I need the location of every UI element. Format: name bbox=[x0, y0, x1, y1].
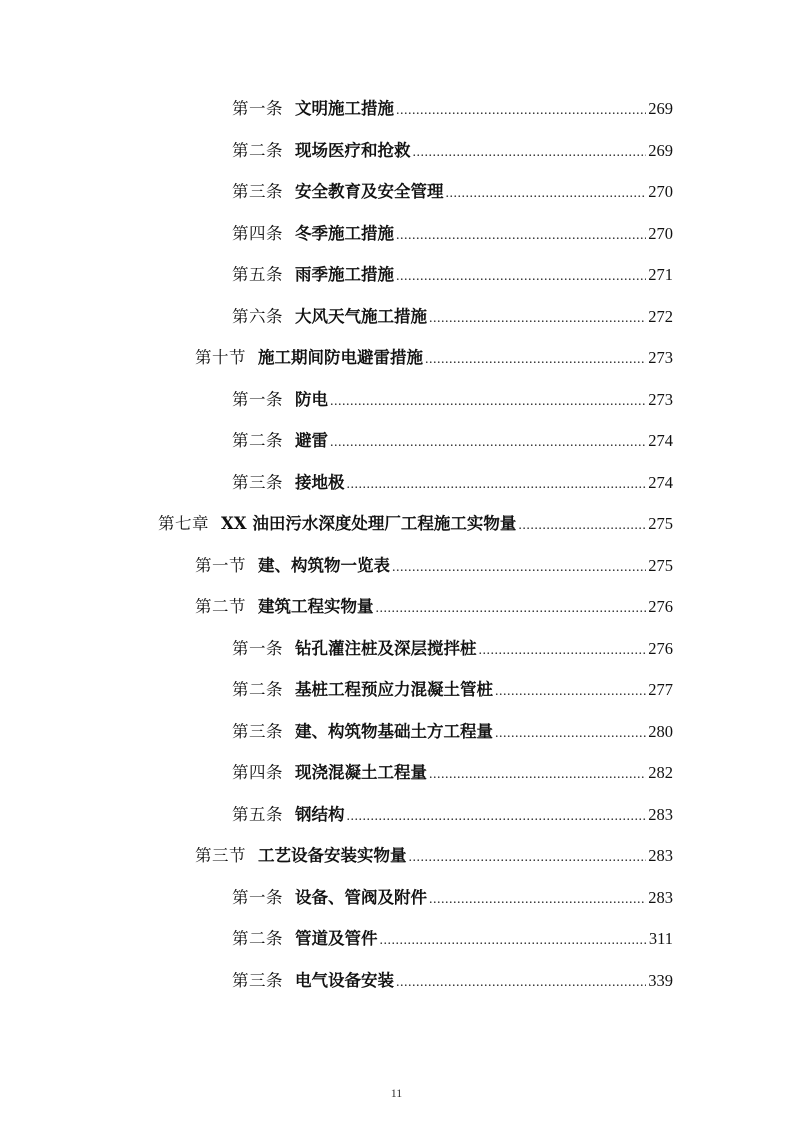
toc-entry-page: 339 bbox=[648, 970, 673, 990]
toc-entry-title: 电气设备安装 bbox=[295, 970, 394, 990]
dot-leader bbox=[376, 596, 647, 622]
toc-entry-title: 文明施工措施 bbox=[295, 99, 394, 118]
toc-entry-title: 建、构筑物一览表 bbox=[258, 555, 390, 575]
dot-leader bbox=[347, 472, 647, 498]
toc-entry-page: 274 bbox=[648, 431, 673, 450]
dot-leader bbox=[392, 555, 646, 581]
toc-entry[interactable] bbox=[232, 760, 673, 786]
toc-entry-title: 现场医疗和抢救 bbox=[295, 140, 411, 160]
toc-entry-number: 第二条 bbox=[232, 431, 283, 450]
toc-entry-number: 第五条 bbox=[232, 265, 283, 284]
toc-entry-page: 277 bbox=[648, 680, 673, 699]
toc-entry[interactable] bbox=[232, 885, 673, 911]
toc-entry-title: 建、构筑物基础土方工程量 bbox=[295, 721, 493, 741]
toc-entry-page: 269 bbox=[648, 99, 673, 118]
toc-entry-number: 第一条 bbox=[232, 638, 283, 658]
toc-entry-number: 第三条 bbox=[232, 721, 283, 741]
dot-leader bbox=[396, 264, 646, 290]
toc-entry-title: 接地极 bbox=[295, 472, 345, 492]
toc-entry-page: 273 bbox=[648, 348, 673, 367]
toc-entry[interactable] bbox=[195, 345, 673, 371]
toc-entry[interactable] bbox=[195, 594, 673, 620]
page-number: 11 bbox=[390, 1086, 403, 1100]
toc-entry[interactable] bbox=[232, 428, 673, 454]
toc-entry-number: 第一条 bbox=[232, 389, 283, 409]
toc-entry-title: 防电 bbox=[295, 389, 328, 409]
toc-entry-title: 大风天气施工措施 bbox=[295, 306, 427, 326]
toc-entry-title: 设备、管阀及附件 bbox=[295, 887, 427, 907]
toc-entry[interactable] bbox=[232, 470, 673, 496]
toc-entry-page: 276 bbox=[648, 638, 673, 658]
toc-entry-page: 283 bbox=[648, 887, 673, 907]
dot-leader bbox=[429, 762, 646, 788]
toc-entry-page: 274 bbox=[648, 472, 673, 492]
toc-entry-title: 雨季施工措施 bbox=[295, 265, 394, 284]
toc-entry-page: 275 bbox=[648, 514, 673, 533]
toc-entry-title: 避雷 bbox=[295, 431, 328, 450]
toc-entry-number: 第四条 bbox=[232, 223, 283, 243]
toc-entry[interactable] bbox=[232, 387, 673, 413]
toc-entry[interactable] bbox=[232, 926, 673, 952]
toc-entry[interactable] bbox=[158, 511, 673, 537]
toc-entry-number: 第六条 bbox=[232, 306, 283, 326]
toc-entry-number: 第七章 bbox=[158, 514, 209, 533]
dot-leader bbox=[413, 140, 647, 166]
dot-leader bbox=[409, 845, 647, 871]
toc-entry[interactable] bbox=[232, 968, 673, 994]
toc-entry-number: 第五条 bbox=[232, 804, 283, 824]
toc-entry-page: 269 bbox=[648, 140, 673, 160]
toc-entry-page: 275 bbox=[648, 555, 673, 575]
dot-leader bbox=[429, 887, 646, 913]
toc-entry-page: 276 bbox=[648, 597, 673, 616]
dot-leader bbox=[380, 928, 647, 954]
toc-entry-number: 第三节 bbox=[195, 846, 246, 865]
toc-entry-page: 311 bbox=[648, 929, 673, 948]
dot-leader bbox=[330, 389, 646, 415]
toc-entry-number: 第二条 bbox=[232, 680, 283, 699]
toc-entry-title: 建筑工程实物量 bbox=[258, 597, 374, 616]
toc-entry-page: 270 bbox=[648, 182, 673, 201]
toc-entry-title: 冬季施工措施 bbox=[295, 223, 394, 243]
toc-entry-number: 第一条 bbox=[232, 99, 283, 118]
toc-entry-number: 第一节 bbox=[195, 555, 246, 575]
toc-entry-page: 283 bbox=[648, 846, 673, 865]
toc-entry[interactable] bbox=[232, 262, 673, 288]
toc-entry-number: 第三条 bbox=[232, 472, 283, 492]
toc-entry-page: 282 bbox=[648, 763, 673, 782]
toc-entry-title: XX 油田污水深度处理厂工程施工实物量 bbox=[221, 514, 517, 533]
toc-entry-page: 272 bbox=[648, 306, 673, 326]
toc-entry-page: 270 bbox=[648, 223, 673, 243]
toc-entry[interactable] bbox=[195, 843, 673, 869]
toc-entry-page: 271 bbox=[648, 265, 673, 284]
dot-leader bbox=[495, 721, 646, 747]
toc-entry-page: 273 bbox=[648, 389, 673, 409]
toc-entry[interactable] bbox=[232, 802, 673, 828]
toc-entry-page: 280 bbox=[648, 721, 673, 741]
toc-entry-title: 安全教育及安全管理 bbox=[295, 182, 444, 201]
toc-entry-number: 第二条 bbox=[232, 929, 283, 948]
dot-leader bbox=[396, 970, 646, 996]
toc-entry[interactable] bbox=[232, 96, 673, 122]
toc-entry-title: 工艺设备安装实物量 bbox=[258, 846, 407, 865]
toc-entry-title: 钢结构 bbox=[295, 804, 345, 824]
toc-entry-title: 现浇混凝土工程量 bbox=[295, 763, 427, 782]
dot-leader bbox=[446, 181, 647, 207]
toc-entry[interactable] bbox=[232, 304, 673, 330]
toc-entry[interactable] bbox=[232, 636, 673, 662]
dot-leader bbox=[518, 513, 646, 539]
toc-entry-title: 钻孔灌注桩及深层搅拌桩 bbox=[295, 638, 477, 658]
toc-entry[interactable] bbox=[232, 138, 673, 164]
toc-entry-number: 第二条 bbox=[232, 140, 283, 160]
toc-entry-number: 第十节 bbox=[195, 348, 246, 367]
dot-leader bbox=[396, 98, 646, 124]
dot-leader bbox=[425, 347, 646, 373]
toc-entry[interactable] bbox=[232, 179, 673, 205]
dot-leader bbox=[330, 430, 646, 456]
toc-entry-number: 第三条 bbox=[232, 182, 283, 201]
dot-leader bbox=[347, 804, 647, 830]
toc-entry[interactable] bbox=[232, 719, 673, 745]
toc-entry-title: 管道及管件 bbox=[295, 929, 378, 948]
toc-entry[interactable] bbox=[232, 677, 673, 703]
toc-entry-number: 第三条 bbox=[232, 970, 283, 990]
toc-entry-title: 基桩工程预应力混凝土管桩 bbox=[295, 680, 493, 699]
dot-leader bbox=[396, 223, 646, 249]
dot-leader bbox=[429, 306, 646, 332]
toc-entry[interactable] bbox=[232, 221, 673, 247]
dot-leader bbox=[479, 638, 647, 664]
toc-entry-number: 第一条 bbox=[232, 887, 283, 907]
toc-entry[interactable] bbox=[195, 553, 673, 579]
toc-entry-title: 施工期间防电避雷措施 bbox=[258, 348, 423, 367]
toc-entry-page: 283 bbox=[648, 804, 673, 824]
toc-entry-number: 第四条 bbox=[232, 763, 283, 782]
dot-leader bbox=[495, 679, 646, 705]
toc-entry-number: 第二节 bbox=[195, 597, 246, 616]
